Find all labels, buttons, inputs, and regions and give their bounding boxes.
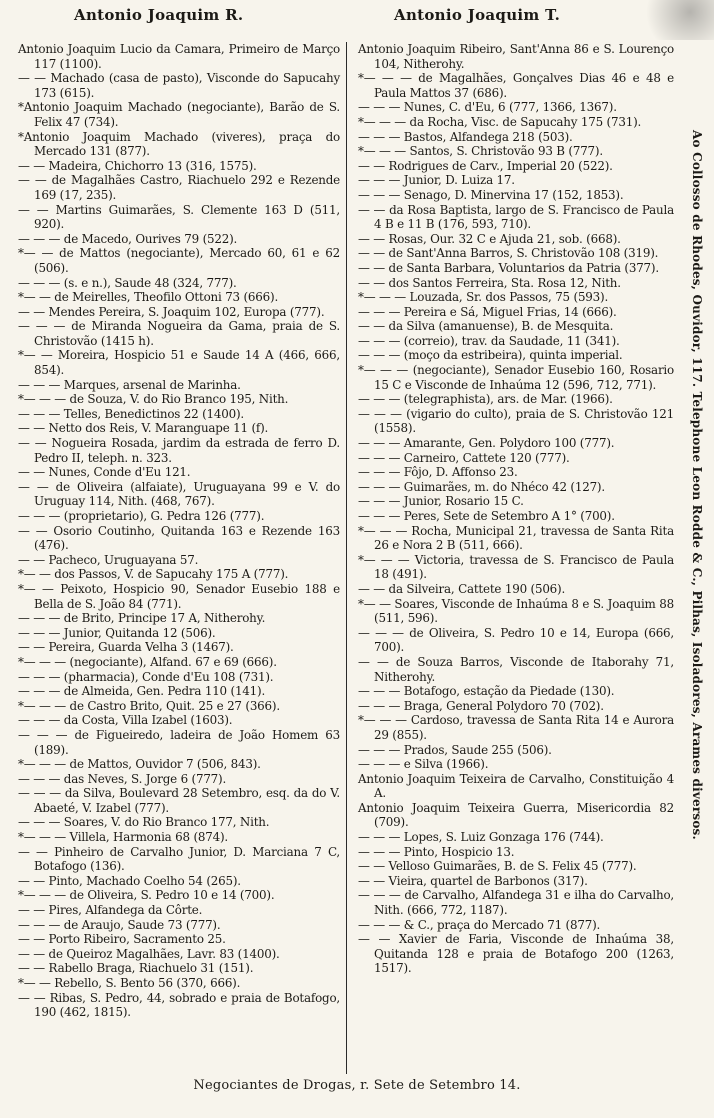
directory-entry: — — Nunes, Conde d'Eu 121.	[18, 465, 191, 480]
directory-entry: — — Nogueira Rosada, jardim da estrada de ferro D. Pedro II, teleph. n. 323.	[18, 436, 340, 465]
directory-entry: — — — Prados, Saude 255 (506).	[358, 742, 552, 757]
directory-entry: — — dos Santos Ferreira, Sta. Rosa 12, Nith.	[358, 275, 621, 290]
header-left-running-title: Antonio Joaquim R.	[74, 6, 244, 24]
directory-entry: — — Pereira, Guarda Velha 3 (1467).	[18, 640, 234, 655]
directory-entry: — — — Marques, arsenal de Marinha.	[18, 377, 241, 392]
directory-entry: — — de Souza Barros, Visconde de Itaborahy 71, Nitherohy.	[358, 654, 674, 684]
column-divider	[346, 42, 347, 1074]
directory-entry: — — Pinheiro de Carvalho Junior, D. Marciana 7 C, Botafogo (136).	[18, 844, 340, 874]
directory-entry: *— — — de Souza, V. do Rio Branco 195, Nith.	[18, 392, 289, 407]
header-right-running-title: Antonio Joaquim T.	[394, 6, 561, 24]
directory-entry: — — — Braga, General Polydoro 70 (702).	[358, 698, 604, 713]
directory-entry: — — — Peres, Sete de Setembro A 1° (700).	[358, 509, 615, 523]
directory-entry: — — Rodrigues de Carv., Imperial 20 (522).	[358, 158, 613, 173]
directory-entry: *— — de Meirelles, Theofilo Ottoni 73 (666).	[18, 290, 279, 305]
directory-entry: — — Martins Guimarães, S. Clemente 163 D (511, 920).	[18, 202, 340, 232]
directory-entry: — — — Nunes, C. d'Eu, 6 (777, 1366, 1367).	[358, 100, 617, 115]
directory-entry: — — da Silva (amanuense), B. de Mesquita.	[358, 319, 614, 334]
directory-entry: — — — da Silva, Boulevard 28 Setembro, esq. da do V. Abaeté, V. Izabel (777).	[18, 786, 340, 815]
side-advertisement: Ao Collosso de Rhodes, Ouvidor, 117. Telephone Leon Rodde & C., Pilhas, Isoladores, Arames diversos.	[690, 130, 704, 840]
directory-entry: — — Vieira, quartel de Barbonos (317).	[358, 873, 588, 888]
directory-entry: — — — de Macedo, Ourives 79 (522).	[18, 231, 238, 246]
directory-entry: — — Netto dos Reis, V. Maranguape 11 (f).	[18, 421, 269, 436]
directory-entry: *— — Rebello, S. Bento 56 (370, 666).	[18, 976, 241, 990]
directory-entry: *— — — de Magalhães, Gonçalves Dias 46 e 48 e Paula Mattos 37 (686).	[358, 71, 674, 100]
directory-entry: — — — (correio), trav. da Saudade, 11 (341).	[358, 333, 620, 348]
directory-entry: *— — de Mattos (negociante), Mercado 60, 61 e 62 (506).	[18, 246, 340, 275]
directory-entry: *— — — Villela, Harmonia 68 (874).	[18, 830, 229, 845]
directory-entry: — — — (telegraphista), ars. de Mar. (1966).	[358, 392, 613, 407]
directory-entry: — — Xavier de Faria, Visconde de Inhaúma 38, Quitanda 128 e praia de Botafogo 200 (1263, 1517).	[358, 932, 674, 976]
directory-entry: — — — de Araujo, Saude 73 (777).	[18, 917, 221, 932]
directory-entry: — — — Fôjo, D. Affonso 23.	[358, 465, 518, 480]
directory-entry: Antonio Joaquim Ribeiro, Sant'Anna 86 e S. Lourenço 104, Nitherohy.	[358, 42, 674, 71]
right-column	[358, 42, 674, 976]
directory-entry: — — Pires, Alfandega da Côrte.	[18, 903, 203, 918]
directory-entry: Antonio Joaquim Teixeira Guerra, Misericordia 82 (709).	[358, 800, 674, 830]
directory-entry: — — — (proprietario), G. Pedra 126 (777).	[18, 509, 265, 523]
directory-entry: — — — das Neves, S. Jorge 6 (777).	[18, 771, 227, 786]
directory-entry: — — da Rosa Baptista, largo de S. Francisco de Paula 4 B e 11 B (176, 593, 710).	[358, 202, 674, 232]
directory-entry: *— — — de Mattos, Ouvidor 7 (506, 843).	[18, 757, 261, 772]
directory-entry: — — — Guimarães, m. do Nhéco 42 (127).	[358, 479, 605, 494]
directory-entry: — — de Santa Barbara, Voluntarios da Patria (377).	[358, 260, 659, 275]
directory-entry: Antonio Joaquim Teixeira de Carvalho, Constituição 4 A.	[358, 771, 674, 801]
directory-entry: *— — — Rocha, Municipal 21, travessa de Santa Rita 26 e Nora 2 B (511, 666).	[358, 523, 674, 553]
directory-entry: — — — Amarante, Gen. Polydoro 100 (777).	[358, 436, 615, 451]
directory-entry: *— — Peixoto, Hospicio 90, Senador Eusebio 188 e Bella de S. João 84 (771).	[18, 581, 340, 611]
directory-entry: *— — — da Rocha, Visc. de Sapucahy 175 (731).	[358, 114, 642, 129]
directory-entry: — — — Pinto, Hospicio 13.	[358, 844, 515, 859]
directory-entry: *— — dos Passos, V. de Sapucahy 175 A (777).	[18, 567, 289, 582]
directory-entry: — — Pinto, Machado Coelho 54 (265).	[18, 873, 241, 888]
directory-entry: — — — (vigario do culto), praia de S. Christovão 121 (1558).	[358, 406, 674, 436]
directory-entry: — — Osorio Coutinho, Quitanda 163 e Rezende 163 (476).	[18, 523, 340, 553]
directory-entry: *Antonio Joaquim Machado (viveres), praça do Mercado 131 (877).	[18, 129, 340, 159]
directory-entry: — — — Junior, D. Luiza 17.	[358, 173, 515, 188]
directory-entry: Antonio Joaquim Lucio da Camara, Primeiro de Março 117 (1100).	[18, 42, 340, 71]
directory-entry: — — de Sant'Anna Barros, S. Christovão 108 (319).	[358, 246, 659, 261]
directory-entry: — — — Bastos, Alfandega 218 (503).	[358, 129, 573, 144]
directory-entry: — — de Queiroz Magalhães, Lavr. 83 (1400).	[18, 946, 280, 961]
directory-entry: — — Velloso Guimarães, B. de S. Felix 45 (777).	[358, 859, 637, 874]
directory-entry: — — — Soares, V. do Rio Branco 177, Nith.	[18, 815, 270, 830]
directory-entry: — — — Junior, Rosario 15 C.	[358, 494, 524, 509]
directory-entry: — — — e Silva (1966).	[358, 757, 489, 772]
directory-entry: — — Madeira, Chichorro 13 (316, 1575).	[18, 158, 257, 173]
directory-entry: — — Pacheco, Uruguayana 57.	[18, 552, 199, 567]
directory-entry: *— — Moreira, Hospicio 51 e Saude 14 A (466, 666, 854).	[18, 348, 340, 378]
page-header	[0, 6, 714, 36]
directory-entry: — — — de Miranda Nogueira da Gama, praia de S. Christovão (1415 h).	[18, 319, 340, 348]
directory-entry: — — — Pereira e Sá, Miguel Frias, 14 (666).	[358, 304, 617, 319]
directory-entry: — — — (pharmacia), Conde d'Eu 108 (731).	[18, 669, 274, 684]
directory-entry: *— — — Victoria, travessa de S. Francisco de Paula 18 (491).	[358, 552, 674, 582]
directory-entry: — — Rabello Braga, Riachuelo 31 (151).	[18, 961, 254, 976]
directory-entry: — — — Telles, Benedictinos 22 (1400).	[18, 406, 245, 421]
directory-entry: — — — da Costa, Villa Izabel (1603).	[18, 713, 233, 728]
directory-entry: — — — Senago, D. Minervina 17 (152, 1853).	[358, 187, 624, 202]
directory-entry: — — — de Oliveira, S. Pedro 10 e 14, Europa (666, 700).	[358, 625, 674, 655]
directory-entry: — — — de Figueiredo, ladeira de João Homem 63 (189).	[18, 727, 340, 757]
directory-entry: — — — (s. e n.), Saude 48 (324, 777).	[18, 275, 237, 290]
directory-entry: — — — de Carvalho, Alfandega 31 e ilha do Carvalho, Nith. (666, 772, 1187).	[358, 888, 674, 918]
directory-entry: *— — — de Oliveira, S. Pedro 10 e 14 (700).	[18, 888, 275, 903]
directory-entry: — — Ribas, S. Pedro, 44, sobrado e praia de Botafogo, 190 (462, 1815).	[18, 990, 340, 1020]
directory-entry: — — — Carneiro, Cattete 120 (777).	[358, 450, 570, 465]
directory-entry: *— — — Santos, S. Christovão 93 B (777).	[358, 144, 603, 159]
directory-entry: — — — & C., praça do Mercado 71 (877).	[358, 917, 601, 932]
directory-entry: — — de Oliveira (alfaiate), Uruguayana 99 e V. do Uruguay 114, Nith. (468, 767).	[18, 479, 340, 509]
directory-entry: *— — — Louzada, Sr. dos Passos, 75 (593).	[358, 290, 609, 305]
directory-entry: — — Machado (casa de pasto), Visconde do Sapucahy 173 (615).	[18, 71, 340, 100]
directory-entry: — — — de Brito, Principe 17 A, Nitherohy.	[18, 611, 266, 626]
directory-entry: *— — — (negociante), Alfand. 67 e 69 (666).	[18, 654, 277, 669]
directory-entry: *— — Soares, Visconde de Inhaúma 8 e S. Joaquim 88 (511, 596).	[358, 596, 674, 626]
directory-entry: *Antonio Joaquim Machado (negociante), Barão de S. Felix 47 (734).	[18, 100, 340, 129]
directory-entry: — — — Botafogo, estação da Piedade (130).	[358, 684, 615, 699]
directory-entry: — — da Silveira, Cattete 190 (506).	[358, 581, 566, 596]
directory-entry: — — Porto Ribeiro, Sacramento 25.	[18, 932, 226, 947]
directory-entry: *— — — (negociante), Senador Eusebio 160, Rosario 15 C e Visconde de Inhaúma 12 (596, 712, 771).	[358, 363, 674, 392]
directory-entry: — — Mendes Pereira, S. Joaquim 102, Europa (777).	[18, 304, 325, 319]
directory-entry: *— — — Cardoso, travessa de Santa Rita 14 e Aurora 29 (855).	[358, 713, 674, 742]
directory-entry: — — — Lopes, S. Luiz Gonzaga 176 (744).	[358, 830, 604, 845]
page-footer: Negociantes de Drogas, r. Sete de Setembro 14.	[193, 1078, 521, 1093]
directory-entry: — — de Magalhães Castro, Riachuelo 292 e Rezende 169 (17, 235).	[18, 173, 340, 202]
directory-entry: — — — (moço da estribeira), quinta imperial.	[358, 348, 623, 363]
directory-entry: — — Rosas, Our. 32 C e Ajuda 21, sob. (668).	[358, 231, 621, 246]
left-column	[18, 42, 340, 1020]
directory-entry: *— — — de Castro Brito, Quit. 25 e 27 (366).	[18, 698, 280, 713]
directory-entry: — — — Junior, Quitanda 12 (506).	[18, 625, 216, 640]
directory-entry: — — — de Almeida, Gen. Pedra 110 (141).	[18, 684, 266, 699]
